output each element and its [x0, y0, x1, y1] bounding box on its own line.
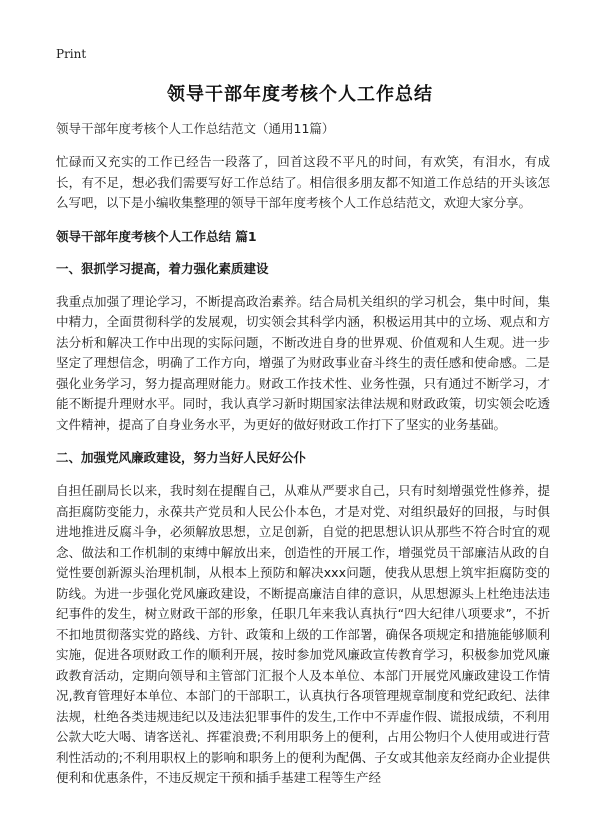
document-subtitle: 领导干部年度考核个人工作总结范文（通用11篇）	[56, 121, 335, 136]
section-heading-1: 一、狠抓学习提高，着力强化素质建设	[56, 260, 269, 276]
section-heading-2: 二、加强党风廉政建设，努力当好人民好公仆	[56, 450, 307, 465]
intro-paragraph: 忙碌而又充实的工作已经告一段落了，回首这段不平凡的时间，有欢笑，有泪水，有成长，有不足，想必我们需要写好工作总结了。相信很多朋友都不知道工作总结的开头该怎么写吧，以下是小编收集整理的领导干部年度考核个人工作总结范文，欢迎大家分享。	[56, 154, 550, 210]
document-body	[56, 120, 550, 803]
section-body-1: 我重点加强了理论学习，不断提高政治素养。结合局机关组织的学习机会，集中时间，集中精力，全面贯彻科学的发展观，切实领会其科学内涵，积极运用其中的立场、观点和方法分析和解决工作中出现的实际问题，不断改进自身的世界观、价值观和人生观。进一步坚定了理想信念，明确了工作方向，增强了为财政事业奋斗终生的责任感和使命感。二是强化业务学习，努力提高理财能力。财政工作技术性、业务性强，只有通过不断学习，才能不断提升理财水平。同时，我认真学习新时期国家法律法规和财政政策，切实领会吃透文件精神，提高了自身业务水平，为更好的做好财政工作打下了坚实的业务基础。	[56, 293, 550, 432]
print-link[interactable]: Print	[56, 47, 87, 61]
section-body-2: 自担任副局长以来，我时刻在提醒自己，从难从严要求自己，只有时刻增强党性修养，提高拒腐防变能力，永葆共产党员和人民公仆本色，才是对党、对组织最好的回报，与时俱进地推进反腐斗争，必须解放思想，立足创新，自觉的把思想认识从那些不符合时宜的观念、做法和工作机制的束缚中解放出来，创造性的开展工作，增强党员干部廉洁从政的自觉性要创新源头治理机制，从根本上预防和解决xxx问题，使我从思想上筑牢拒腐防变的防线。为进一步强化党风廉政建设，不断提高廉洁自律的意识，从思想源头上杜绝违法违纪事件的发生，树立财政干部的形象，任职几年来我认真执行“四大纪律八项要求”，不折不扣地贯彻落实党的路线、方针、政策和上级的工作部署，确保各项规定和措施能够顺利实施，促进各项财政工作的顺利开展，按时参加党风廉政宣传教育学习，积极参加党风廉政教育活动，定期向领导和主管部门汇报个人及本单位、本部门开展党风廉政建设工作情况,教育管理好本单位、本部门的干部职工，认真执行各项管理规章制度和党纪政纪、法律法规，杜绝各类违规违纪以及违法犯罪事件的发生,工作中不弄虚作假、谎报成绩，不利用公款大吃大喝、请客送礼、挥霍浪费;不利用职务上的便利，占用公物归个人使用或进行营利性活动的;不利用职权上的影响和职务上的便利为配偶、子女或其他亲友经商办企业提供便利和优惠条件，不违反规定干预和插手基建工程等生产经	[56, 483, 550, 785]
page-title: 领导干部年度考核个人工作总结	[167, 84, 433, 105]
article-heading: 领导干部年度考核个人工作总结 篇1	[56, 228, 257, 244]
